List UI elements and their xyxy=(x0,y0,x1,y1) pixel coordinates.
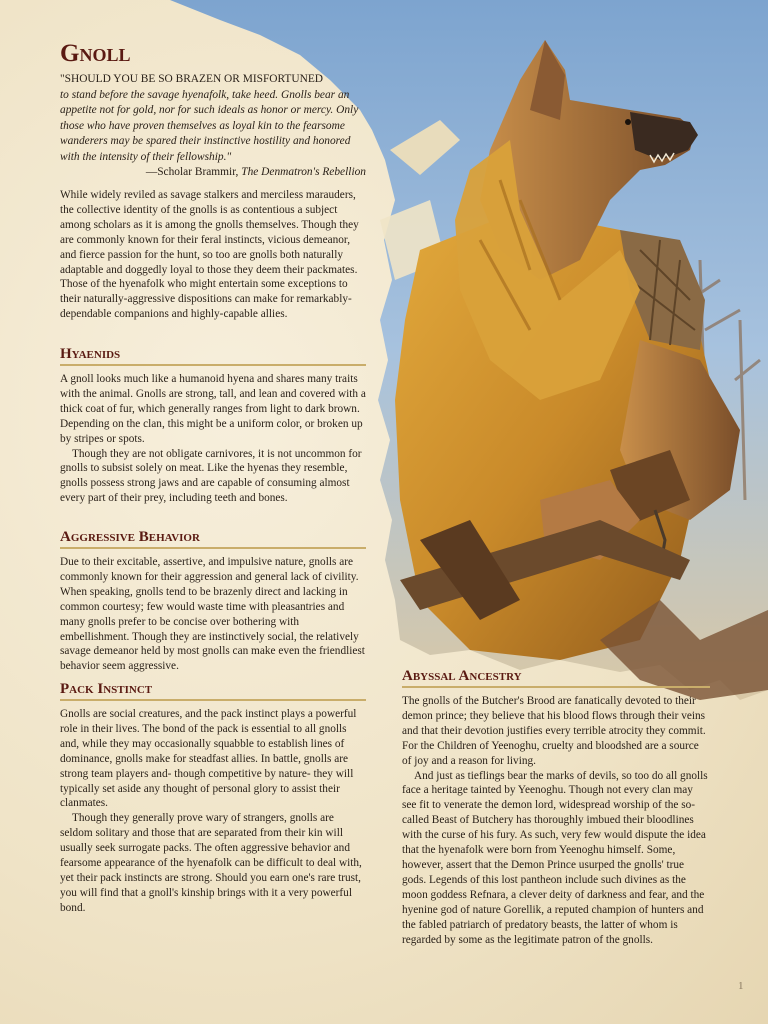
paragraph: Due to their excitable, assertive, and impulsive nature, gnolls are commonly known for their aggression and general lack of civility. When speaking, gnolls tend to be brazenly direct and lacking in common courtesy; few would waste time with pleasantries and many gnolls prefer to be concise over bothering with embellishment. Though they are instinctively social, the relatively savage demeanor held by most gnolls can make even the friendliest behavior seem aggressive. xyxy=(60,556,365,673)
paragraph: Though they are not obligate carnivores, it is not uncommon for gnolls to subsist solely on meat. Like the hyenas they resemble, gnolls possess strong jaws and are capable of consuming almost every part of their prey, including teeth and bones. xyxy=(60,447,362,505)
quote-attribution-work: The Denmatron's Rebellion xyxy=(241,166,366,178)
intro-section xyxy=(60,188,366,322)
paragraph: Though they generally prove wary of strangers, gnolls are seldom solitary and those that are separated from their kin will usually seek surrogate packs. The often aggressive behavior and fearsome appearance of the hyenafolk can be difficult to deal with, yet their pack instincts are strong. Should you earn one's rare trust, you will find that a gnoll's kinship brings with it a very powerful bond. xyxy=(60,812,362,914)
paragraph: Gnolls are social creatures, and the pack instinct plays a powerful role in their lives. The bond of the pack is essential to all gnolls and, while they may occasionally squabble to establish lines of dominance, gnolls make for steadfast allies. In battle, gnolls are strong team players and- though competitive by nature- they will typically set aside any thought of personal glory to assist their clanmates. xyxy=(60,708,357,810)
quote-lead: "SHOULD YOU BE SO BRAZEN OR MISFORTUNED xyxy=(60,73,324,85)
paragraph: A gnoll looks much like a humanoid hyena and shares many traits with the animal. Gnolls are strong, tall, and lean and covered with a thick coat of fur, which generally ranges from light to dark brown. Depending on the clan, this might be a uniform color, or broken up by stripes or spots. xyxy=(60,373,366,445)
section-heading: Pack Instinct xyxy=(60,681,366,701)
section-heading: Hyaenids xyxy=(60,346,366,366)
section-heading: Aggressive Behavior xyxy=(60,529,366,549)
page-number: 1 xyxy=(738,980,744,992)
epigraph-quote xyxy=(60,72,366,181)
section-hyaenids xyxy=(60,346,366,506)
quote-attribution-prefix: —Scholar Brammir, xyxy=(145,166,242,178)
section-abyssal-ancestry xyxy=(402,668,710,947)
intro-paragraph: While widely reviled as savage stalkers and merciless marauders, the collective identity of the gnolls is as contentious a subject among scholars as it is among the gnolls themselves. Though they are commonly known for their feral instincts, vicious demeanor, and fierce passion for the hunt, so too are gnolls both naturally adaptable and doggedly loyal to those they deem their packmates. Those of the hyenafolk who might entertain some exceptions to their naturally-aggressive dispositions can make for remarkably-dependable companions and highly-capable allies. xyxy=(60,189,359,321)
quote-text: to stand before the savage hyenafolk, take heed. Gnolls bear an appetite not for gold, nor for such ideals as honor or mercy. Only those who have proven themselves as loyal kin to the fearsome wanderers may be spared their instinctive hostility and honored with the intensity of their fellowship." xyxy=(60,88,359,163)
section-pack-instinct xyxy=(60,681,366,916)
quote-attribution xyxy=(60,165,366,181)
section-heading: Abyssal Ancestry xyxy=(402,668,710,688)
paragraph: The gnolls of the Butcher's Brood are fanatically devoted to their demon prince; they believe that his blood flows through their veins and that their devotion justifies every terrible atrocity they commit. For the Children of Yeenoghu, cruelty and bloodshed are a source of joy and a reason for living. xyxy=(402,695,706,767)
page-title: Gnoll xyxy=(60,40,131,67)
section-aggressive-behavior xyxy=(60,529,366,674)
paragraph: And just as tieflings bear the marks of devils, so too do all gnolls face a heritage tainted by Yeenoghu. Though not every clan may see fit to venerate the demon lord, widespread worship of the so-called Beast of Butchery has thoroughly imbued their bloodlines with the curse of his fury. As such, very few would dispute the idea that the hyenafolk were born from Yeenoghu himself. Some, however, assert that the Demon Prince usurped the gnolls' true gods. Legends of this lost pantheon include such divines as the moon goddess Refnara, a clever deity of darkness and fear, and the hyenine god of nature Gorellik, a reputed champion of hunters and the fabled patriarch of predatory beasts, the latter of whom is regarded by some as the legitimate patron of the gnolls. xyxy=(402,769,708,946)
